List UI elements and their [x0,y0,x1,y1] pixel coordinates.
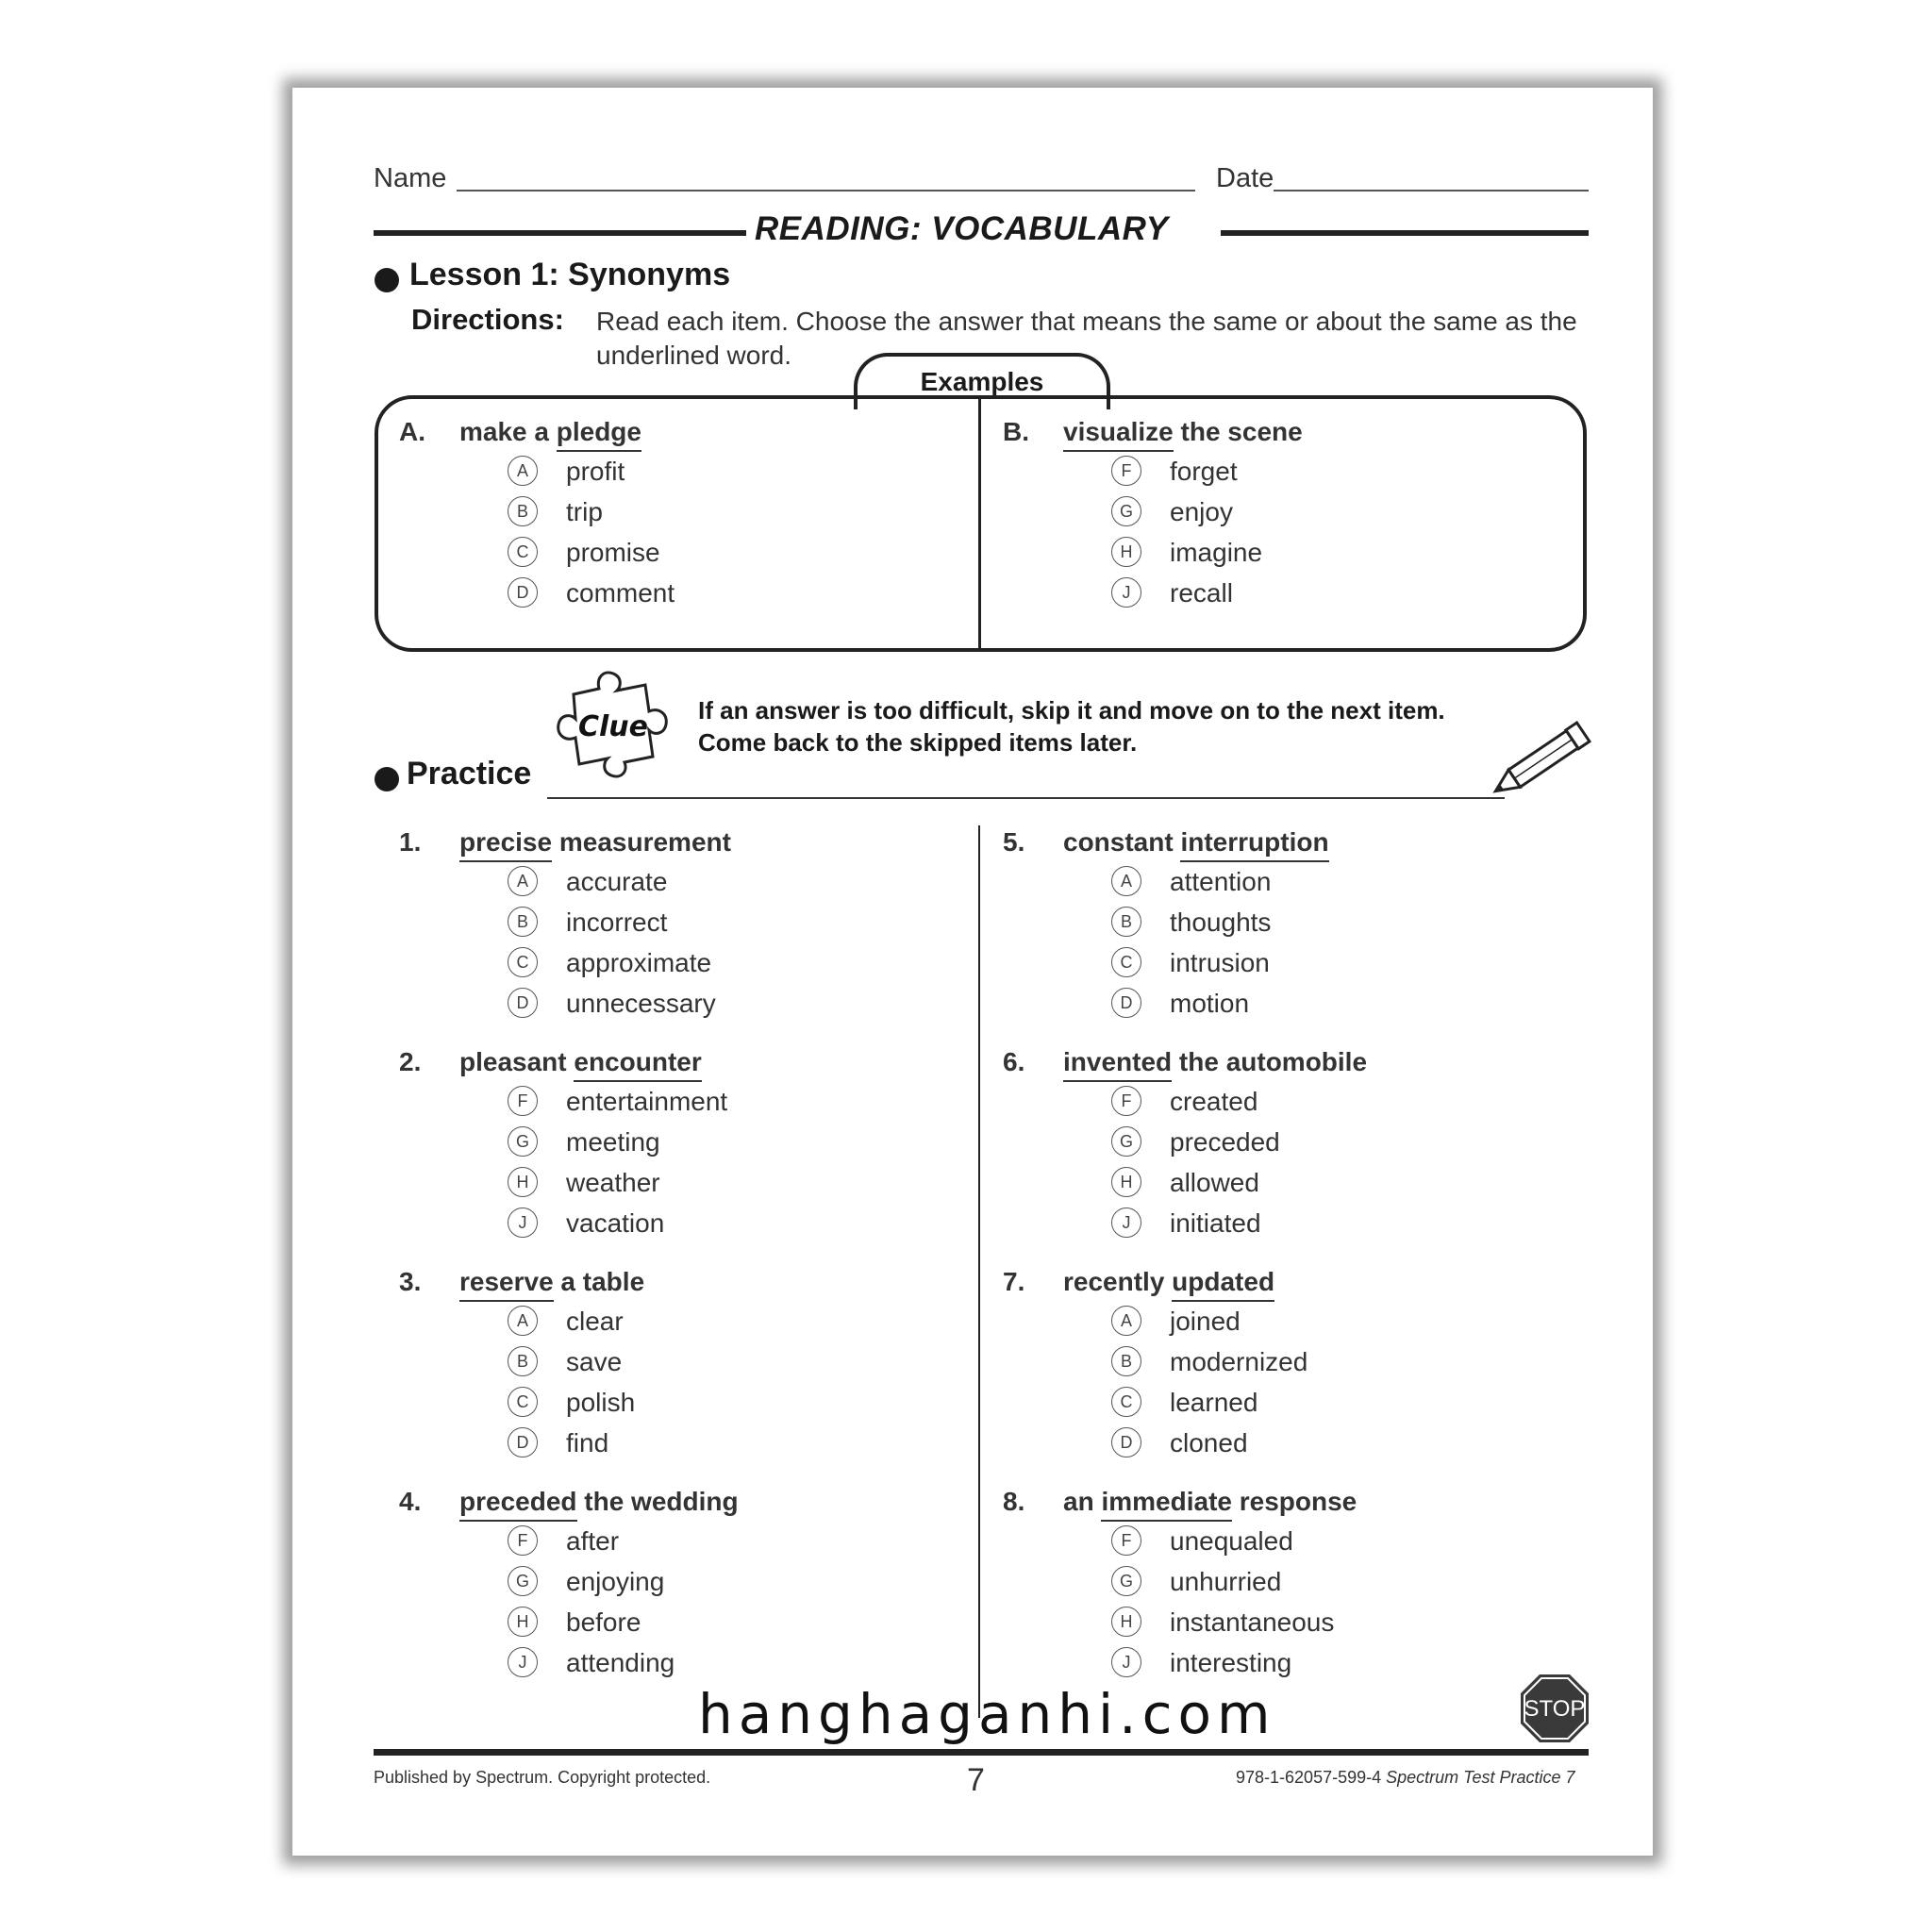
answer-text: allowed [1170,1168,1259,1197]
watermark-text: hanghaganhi.com [698,1682,1276,1746]
answer-text: unhurried [1170,1567,1282,1596]
directions-label: Directions: [411,303,564,336]
answer-text: find [566,1428,609,1457]
question-stem [1063,1267,1274,1297]
answer-text: modernized [1170,1347,1308,1376]
answer-text: weather [566,1168,660,1197]
practice-bullet [375,767,399,791]
question-stem [459,1267,644,1297]
question-number: 2. [399,1047,422,1076]
stem-suffix: the automobile [1172,1047,1368,1076]
stem-suffix: measurement [552,827,731,857]
answer-bubble[interactable]: J [508,1647,538,1677]
question-number: A. [399,417,425,446]
title-rule-right [1221,230,1589,236]
practice-divider [978,825,980,1718]
answer-bubble[interactable]: C [1111,947,1141,977]
answer-text: comment [566,578,675,608]
question-number: 6. [1003,1047,1025,1076]
stop-label: STOP [1524,1696,1586,1722]
answer-bubble[interactable]: J [508,1208,538,1238]
question-number: 4. [399,1487,422,1516]
answer-bubble[interactable]: C [508,537,538,567]
underlined-word: precise [459,827,552,862]
stem-prefix: recently [1063,1267,1173,1296]
answer-text: before [566,1607,641,1637]
clue-line-1: If an answer is too difficult, skip it and move on to the next item. [698,696,1445,724]
answer-text: attending [566,1648,675,1677]
answer-bubble[interactable]: D [1111,1427,1141,1457]
answer-bubble[interactable]: B [508,496,538,526]
answer-bubble[interactable]: B [508,1346,538,1376]
answer-text: promise [566,538,660,567]
stem-prefix: an [1063,1487,1102,1516]
practice-title: Practice [407,756,532,791]
examples-divider [978,399,981,649]
answer-bubble[interactable]: H [1111,537,1141,567]
answer-text: save [566,1347,623,1376]
answer-bubble[interactable]: C [508,1387,538,1417]
answer-bubble[interactable]: C [508,947,538,977]
stem-suffix: response [1231,1487,1357,1516]
answer-text: cloned [1170,1428,1248,1457]
stop-sign-icon [1519,1673,1591,1744]
answer-text: unequaled [1170,1526,1293,1556]
stem-prefix: pleasant [459,1047,575,1076]
answer-text: incorrect [566,908,668,937]
answer-text: created [1170,1087,1258,1116]
underlined-word: preceded [459,1487,577,1522]
answer-bubble[interactable]: A [1111,866,1141,896]
answer-bubble[interactable]: F [1111,1086,1141,1116]
answer-bubble[interactable]: F [1111,456,1141,486]
stem-prefix: constant [1063,827,1181,857]
answer-bubble[interactable]: H [1111,1167,1141,1197]
answer-text: forget [1170,457,1238,486]
question-stem [459,1047,702,1077]
answer-bubble[interactable]: H [508,1167,538,1197]
question-stem [459,827,731,858]
answer-text: approximate [566,948,712,977]
clue-puzzle-icon [547,666,679,779]
answer-bubble[interactable]: H [508,1607,538,1637]
answer-bubble[interactable]: D [508,1427,538,1457]
answer-bubble[interactable]: G [508,1126,538,1157]
pencil-icon [1483,714,1600,808]
answer-bubble[interactable]: J [1111,1208,1141,1238]
answer-text: motion [1170,989,1250,1018]
page-title: READING: VOCABULARY [755,210,1169,247]
question-number: B. [1003,417,1029,446]
underlined-word: encounter [574,1047,701,1082]
footer-isbn: 978-1-62057-599-4 Spectrum Test Practice 7 [1236,1768,1575,1787]
answer-text: unnecessary [566,989,716,1018]
answer-text: learned [1170,1388,1258,1417]
answer-text: thoughts [1170,908,1272,937]
stem-prefix: make a [459,417,557,446]
answer-text: vacation [566,1208,665,1238]
question-number: 8. [1003,1487,1025,1516]
answer-bubble[interactable]: J [1111,1647,1141,1677]
clue-badge: Clue [577,710,649,743]
worksheet-page [292,88,1653,1856]
name-line [457,190,1195,192]
question-number: 3. [399,1267,422,1296]
practice-rule [547,797,1505,799]
answer-bubble[interactable]: G [508,1566,538,1596]
directions-text: Read each item. Choose the answer that means the same or about the same as the underlined word. [596,307,1577,370]
question-number: 1. [399,827,422,857]
answer-text: preceded [1170,1127,1280,1157]
stem-suffix: the wedding [576,1487,739,1516]
answer-text: intrusion [1170,948,1270,977]
question-stem [459,417,641,447]
answer-text: polish [566,1388,636,1417]
question-stem [459,1487,739,1517]
underlined-word: invented [1063,1047,1172,1082]
answer-text: attention [1170,867,1272,896]
answer-bubble[interactable]: A [508,456,538,486]
answer-text: profit [566,457,625,486]
answer-bubble[interactable]: A [508,1306,538,1336]
underlined-word: visualize [1063,417,1174,452]
answer-bubble[interactable]: F [508,1525,538,1556]
answer-text: initiated [1170,1208,1261,1238]
underlined-word: immediate [1101,1487,1232,1522]
underlined-word: reserve [459,1267,554,1302]
answer-text: enjoying [566,1567,665,1596]
name-label: Name [374,163,447,193]
answer-text: entertainment [566,1087,728,1116]
answer-bubble[interactable]: B [1111,1346,1141,1376]
examples-tab: Examples [854,353,1110,409]
clue-line-2: Come back to the skipped items later. [698,728,1138,757]
answer-bubble[interactable]: A [508,866,538,896]
answer-bubble[interactable]: C [1111,1387,1141,1417]
answer-bubble[interactable]: G [1111,496,1141,526]
answer-bubble[interactable]: H [1111,1607,1141,1637]
answer-bubble[interactable]: J [1111,577,1141,608]
answer-bubble[interactable]: G [1111,1126,1141,1157]
answer-text: trip [566,497,603,526]
answer-text: interesting [1170,1648,1292,1677]
question-number: 5. [1003,827,1025,857]
lesson-bullet [375,268,399,292]
answer-text: instantaneous [1170,1607,1335,1637]
answer-text: meeting [566,1127,660,1157]
question-stem [1063,1047,1367,1077]
lesson-title: Lesson 1: Synonyms [409,257,731,292]
question-stem [1063,417,1303,447]
question-number: 7. [1003,1267,1025,1296]
answer-bubble[interactable]: B [508,907,538,937]
answer-bubble[interactable]: G [1111,1566,1141,1596]
stem-suffix: a table [553,1267,645,1296]
footer-rule [374,1749,1589,1756]
title-rule-left [374,230,746,236]
date-label: Date [1216,163,1274,193]
question-stem [1063,1487,1357,1517]
answer-bubble[interactable]: D [508,988,538,1018]
answer-bubble[interactable]: B [1111,907,1141,937]
underlined-word: updated [1172,1267,1274,1302]
answer-bubble[interactable]: F [508,1086,538,1116]
answer-bubble[interactable]: D [508,577,538,608]
question-stem [1063,827,1329,858]
underlined-word: interruption [1180,827,1328,862]
answer-bubble[interactable]: A [1111,1306,1141,1336]
date-line [1274,190,1589,192]
answer-text: imagine [1170,538,1263,567]
footer-publisher: Published by Spectrum. Copyright protected. [374,1768,711,1787]
answer-bubble[interactable]: F [1111,1525,1141,1556]
answer-text: recall [1170,578,1233,608]
answer-text: joined [1170,1307,1241,1336]
answer-text: accurate [566,867,668,896]
page-number: 7 [967,1762,985,1798]
answer-text: enjoy [1170,497,1233,526]
stem-suffix: the scene [1173,417,1303,446]
answer-text: clear [566,1307,624,1336]
answer-text: after [566,1526,620,1556]
answer-bubble[interactable]: D [1111,988,1141,1018]
underlined-word: pledge [557,417,641,452]
